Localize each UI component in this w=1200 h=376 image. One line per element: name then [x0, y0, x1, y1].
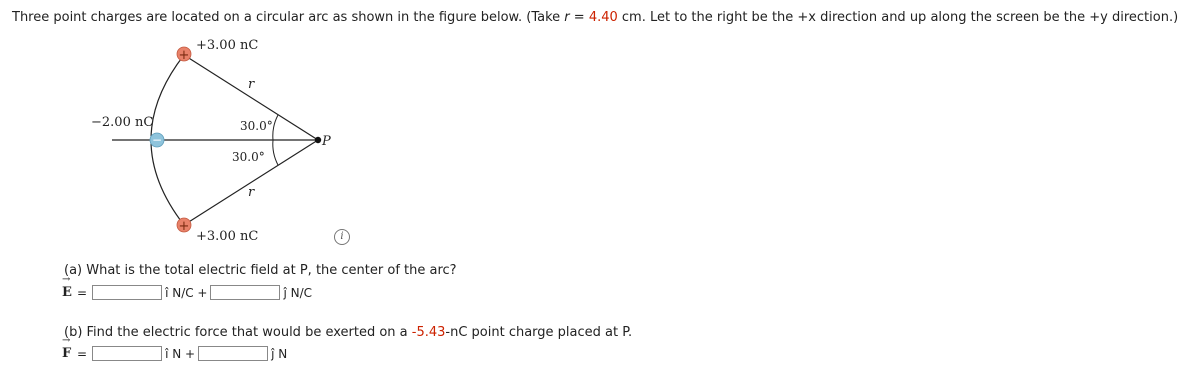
- part-b-y-input[interactable]: [198, 346, 268, 361]
- angle-arc-top: [273, 115, 278, 140]
- intro-text-before: Three point charges are located on a circular arc as shown in the figure below. (Take: [12, 10, 565, 25]
- part-b-charge-value: -5.43: [411, 325, 446, 340]
- r-symbol: r: [564, 10, 570, 25]
- part-b-question-before: (b) Find the electric force that would be exerted on a: [64, 325, 412, 340]
- point-p-dot: [315, 137, 321, 143]
- part-a-question: (a) What is the total electric field at P, the center of the arc?: [64, 263, 457, 278]
- e-vector-symbol: → E: [62, 285, 74, 300]
- r-value: 4.40: [588, 10, 618, 25]
- part-b-question: [64, 325, 632, 340]
- angle-arc-bottom: [273, 140, 278, 165]
- part-a-x-unit: î N/C +: [165, 285, 208, 300]
- part-b-x-input[interactable]: [92, 346, 162, 361]
- part-b-answer-row: [62, 346, 290, 361]
- radius-label-bottom: r: [248, 185, 255, 200]
- charge-label-top: +3.00 nC: [196, 38, 259, 53]
- part-b-equals: =: [77, 346, 88, 361]
- plus-sign-top: +: [178, 48, 190, 63]
- point-p-label: P: [322, 134, 331, 149]
- r-equals: =: [569, 10, 589, 25]
- info-icon[interactable]: i: [334, 229, 350, 245]
- charge-arc-figure: [0, 0, 360, 250]
- angle-label-top: 30.0°: [240, 119, 273, 133]
- plus-sign-bottom: +: [178, 219, 190, 234]
- minus-sign-left: −: [151, 133, 163, 147]
- part-b-question-after: -nC point charge placed at P.: [445, 325, 633, 340]
- radius-label-top: r: [248, 77, 255, 92]
- intro-text-after: cm. Let to the right be the +x direction and up along the screen be the +y direction.): [617, 10, 1179, 25]
- part-a-y-input[interactable]: [210, 285, 280, 300]
- part-a-equals: =: [77, 285, 88, 300]
- f-vector-symbol: → F: [62, 346, 74, 361]
- angle-label-bottom: 30.0°: [232, 150, 265, 164]
- part-b-x-unit: î N +: [165, 346, 196, 361]
- part-a-answer-row: [62, 285, 315, 300]
- part-a-y-unit: ĵ N/C: [283, 285, 313, 300]
- charge-label-left: −2.00 nC: [91, 115, 154, 130]
- part-a-x-input[interactable]: [92, 285, 162, 300]
- part-b-y-unit: ĵ N: [271, 346, 288, 361]
- charge-label-bottom: +3.00 nC: [196, 229, 259, 244]
